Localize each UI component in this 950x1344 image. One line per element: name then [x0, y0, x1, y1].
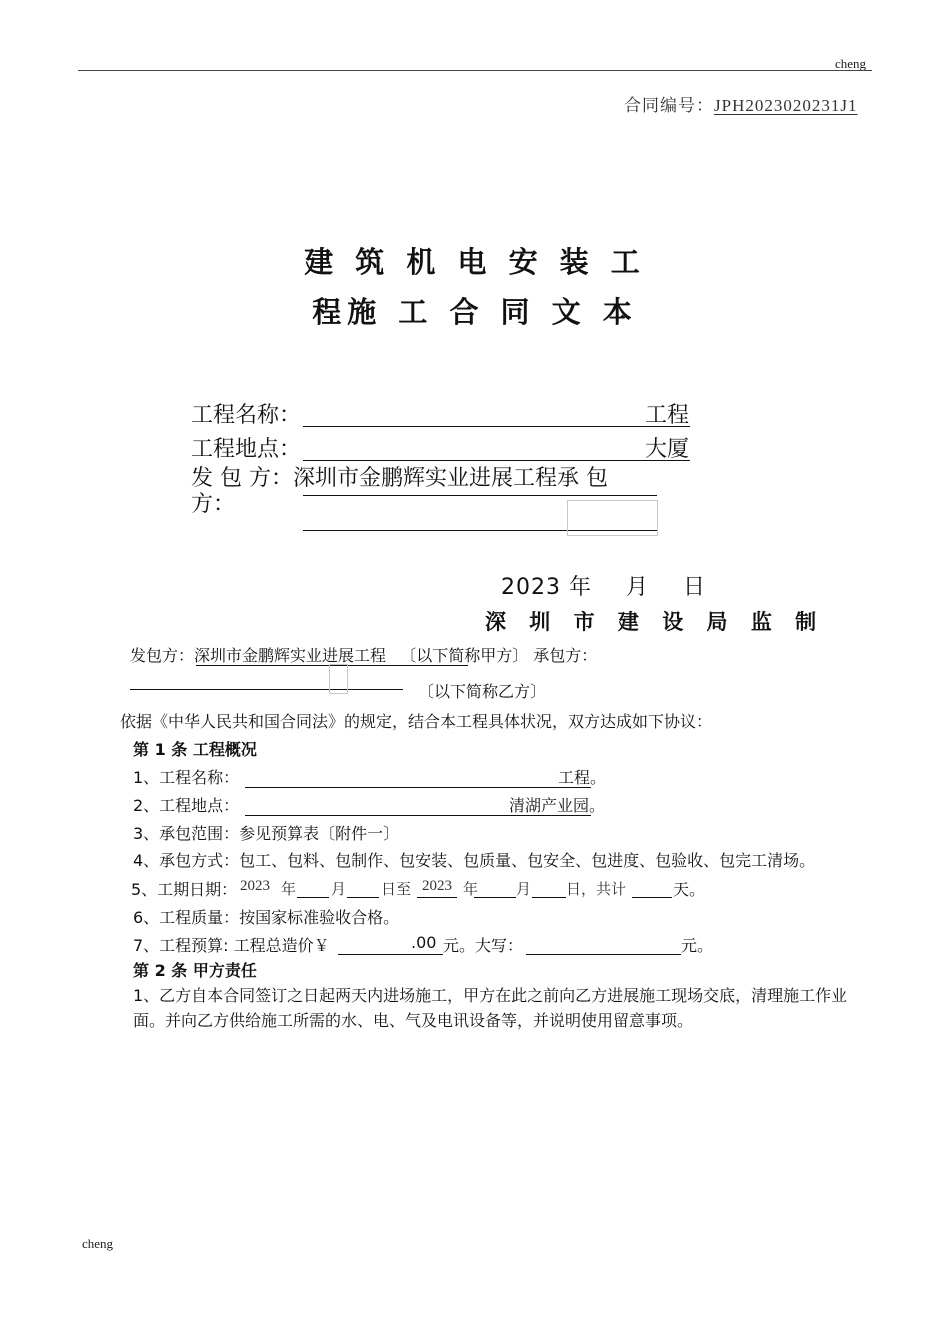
- cover-date: [501, 570, 706, 601]
- cover-date-day-unit: 日: [683, 575, 707, 600]
- party-a-name: 深圳市金鹏辉实业进展工程: [194, 646, 387, 665]
- contract-number-label: 合同编号：: [624, 96, 714, 115]
- item-5-month-1: 月: [331, 882, 347, 898]
- item-2-label: 2、工程地点：: [133, 796, 240, 815]
- article-1-title: 第 1 条 工程概况: [133, 740, 257, 759]
- cover-project-site-suffix: 大厦: [645, 437, 690, 462]
- party-b-text-frame: [329, 664, 348, 694]
- cover-date-month-unit: 月: [626, 575, 650, 600]
- cover-text-frame: [567, 500, 658, 536]
- cover-project-site-label: 工程地点：: [191, 437, 302, 462]
- item-5-start-day-field[interactable]: [347, 897, 379, 898]
- item-3: 3、承包范围：参见预算表〔附件一〕: [133, 824, 400, 843]
- item-6: 6、工程质量：按国家标准验收合格。: [133, 908, 400, 927]
- item-7-yuan: 元。: [681, 936, 714, 955]
- party-b-field[interactable]: [130, 689, 403, 690]
- party-a-note: 〔以下简称甲方〕 承包方：: [400, 646, 598, 665]
- item-4: 4、承包方式：包工、包料、包制作、包安装、包质量、包安全、包进度、包验收、包完工清场。: [133, 851, 816, 870]
- item-5-label: 5、工期日期：: [131, 880, 238, 899]
- article-2-line-1: 1、乙方自本合同签订之日起两天内进场施工，甲方在此之前向乙方进展施工现场交底，清理施工作业: [133, 986, 848, 1005]
- item-5-days-unit: 天。: [673, 880, 706, 899]
- item-5-end-day-field[interactable]: [532, 897, 566, 898]
- article-2-line-2: 面。并向乙方供给施工所需的水、电、气及电讯设备等，并说明使用留意事项。: [133, 1011, 694, 1030]
- item-5-day-to: 日至: [381, 882, 412, 898]
- item-5-start-year: 2023: [240, 878, 270, 894]
- item-7-caps-field[interactable]: [526, 954, 681, 955]
- item-5-month-2: 月: [516, 882, 532, 898]
- item-1-suffix: 工程。: [558, 768, 607, 787]
- item-5-start-month-field[interactable]: [297, 897, 329, 898]
- item-5-end-year: 2023: [422, 878, 452, 894]
- item-1-field[interactable]: [245, 787, 591, 788]
- party-b-note: 〔以下简称乙方〕: [418, 682, 547, 701]
- doc-title-line-2: 程施 工 合 同 文 本: [312, 295, 638, 329]
- running-foot: cheng: [82, 1236, 114, 1251]
- article-2-title: 第 2 条 甲方责任: [133, 961, 257, 980]
- contract-basis: 依据《中华人民共和国合同法》的规定，结合本工程具体状况，双方达成如下协议：: [120, 712, 713, 731]
- cover-date-year-unit: 年: [569, 575, 593, 600]
- contract-number-value: JPH2023020231J1: [714, 96, 858, 115]
- cover-contractor-field[interactable]: [303, 495, 657, 496]
- item-5-end-month-field[interactable]: [474, 897, 516, 898]
- item-1-label: 1、工程名称：: [133, 768, 240, 787]
- cover-employer-line: 发 包 方：深圳市金鹏辉实业进展工程承 包: [191, 466, 608, 491]
- party-a-prefix: 发包方：: [130, 646, 195, 665]
- item-2-suffix: 清湖产业园。: [509, 796, 606, 815]
- contract-number: [624, 91, 857, 116]
- running-head: cheng: [835, 56, 867, 71]
- cover-project-name-suffix: 工程: [645, 403, 690, 428]
- cover-contractor-label: 方：: [191, 492, 236, 517]
- item-5-year-1: 年: [281, 882, 297, 898]
- cover-date-year: 2023: [501, 575, 561, 600]
- item-7-total-field[interactable]: [338, 954, 443, 955]
- item-7-yuan-caps: 元。大写：: [443, 936, 524, 955]
- item-7-label: 7、工程预算: 工程总造价￥: [133, 936, 330, 955]
- header-rule: [78, 70, 872, 71]
- item-5-end-year-underline: [417, 897, 457, 898]
- supervising-bureau: 深 圳 市 建 设 局 监 制: [485, 610, 825, 634]
- doc-title-line-1: 建 筑 机 电 安 装 工: [304, 245, 646, 279]
- item-5-days-field[interactable]: [632, 897, 672, 898]
- item-5-year-2: 年: [463, 882, 479, 898]
- item-5-day-total: 日，共计: [566, 882, 627, 898]
- cover-project-name-field[interactable]: [303, 426, 690, 427]
- item-7-cents: .00: [411, 933, 437, 952]
- cover-project-name-label: 工程名称：: [191, 403, 302, 428]
- party-a-line: [130, 643, 597, 666]
